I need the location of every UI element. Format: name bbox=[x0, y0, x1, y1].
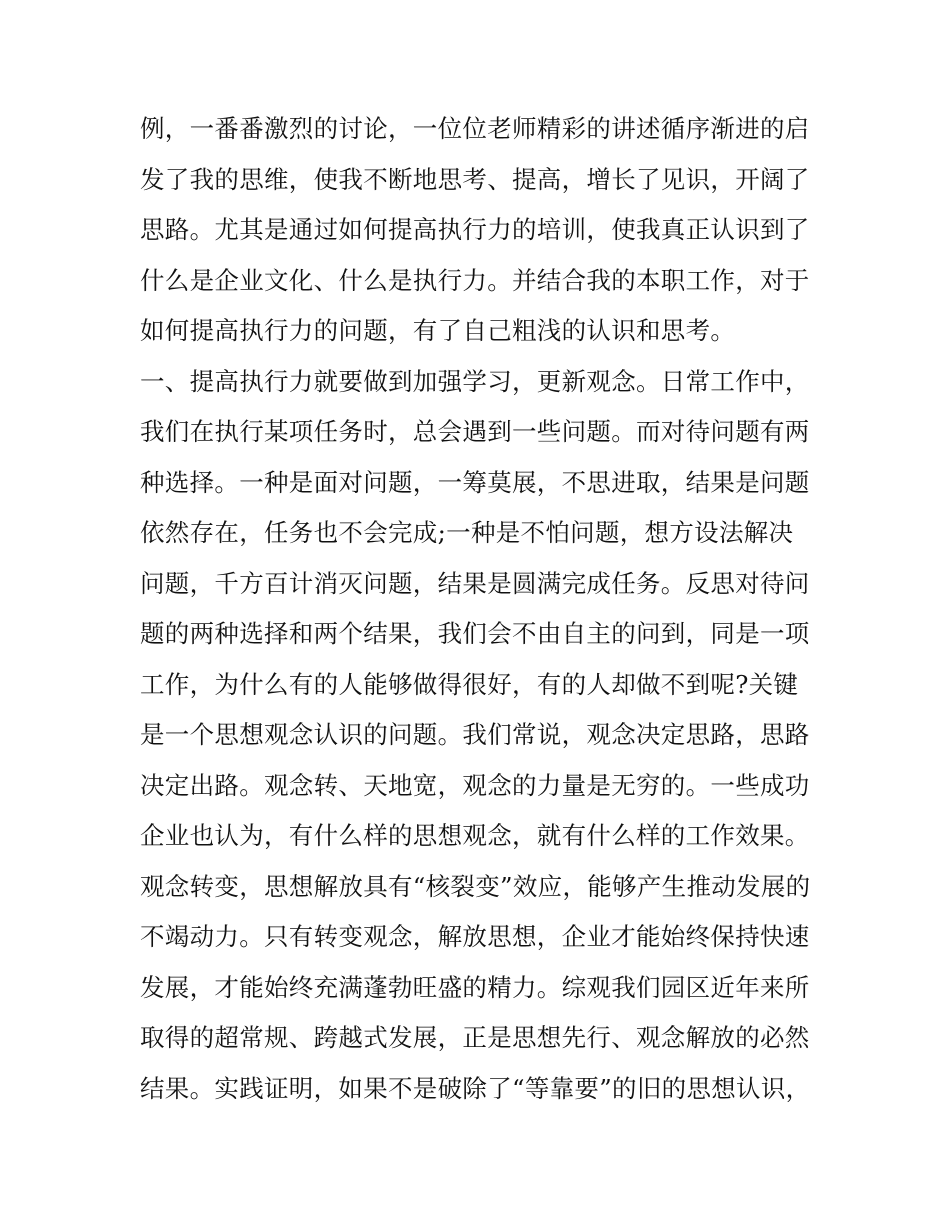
text-line: 问题，千方百计消灭问题，结果是圆满完成任务。反思对待问 bbox=[140, 568, 810, 598]
body-text bbox=[140, 104, 840, 1114]
text-line: 发了我的思维，使我不断地思考、提高，增长了见识，开阔了 bbox=[140, 164, 810, 194]
text-line: 观念转变，思想解放具有“核裂变”效应，能够产生推动发展的 bbox=[140, 871, 811, 901]
text-line: 工作，为什么有的人能够做得很好，有的人却做不到呢?关键 bbox=[140, 669, 799, 699]
text-line: 取得的超常规、跨越式发展，正是思想先行、观念解放的必然 bbox=[140, 1023, 810, 1052]
text-line: 一、提高执行力就要做到加强学习，更新观念。日常工作中， bbox=[140, 366, 810, 396]
text-line: 发展，才能始终充满蓬勃旺盛的精力。综观我们园区近年来所 bbox=[140, 972, 810, 1002]
text-line: 种选择。一种是面对问题，一筹莫展，不思进取，结果是问题 bbox=[140, 467, 810, 497]
text-line: 不竭动力。只有转变观念，解放思想，企业才能始终保持快速 bbox=[140, 922, 810, 951]
text-line: 我们在执行某项任务时，总会遇到一些问题。而对待问题有两 bbox=[140, 417, 810, 446]
text-line: 是一个思想观念认识的问题。我们常说，观念决定思路，思路 bbox=[140, 720, 810, 749]
text-line: 结果。实践证明，如果不是破除了“等靠要”的旧的思想认识， bbox=[140, 1073, 811, 1103]
text-line: 决定出路。观念转、天地宽，观念的力量是无穷的。一些成功 bbox=[140, 770, 810, 800]
text-line: 依然存在，任务也不会完成;一种是不怕问题，想方设法解决 bbox=[140, 518, 794, 547]
text-line: 思路。尤其是通过如何提高执行力的培训，使我真正认识到了 bbox=[140, 215, 810, 244]
text-line: 企业也认为，有什么样的思想观念，就有什么样的工作效果。 bbox=[140, 821, 810, 850]
text-line: 题的两种选择和两个结果，我们会不由自主的问到，同是一项 bbox=[140, 619, 810, 648]
text-line: 什么是企业文化、什么是执行力。并结合我的本职工作，对于 bbox=[140, 265, 810, 295]
text-line: 例，一番番激烈的讨论，一位位老师精彩的讲述循序渐进的启 bbox=[140, 114, 810, 143]
text-line: 如何提高执行力的问题，有了自己粗浅的认识和思考。 bbox=[140, 316, 736, 345]
